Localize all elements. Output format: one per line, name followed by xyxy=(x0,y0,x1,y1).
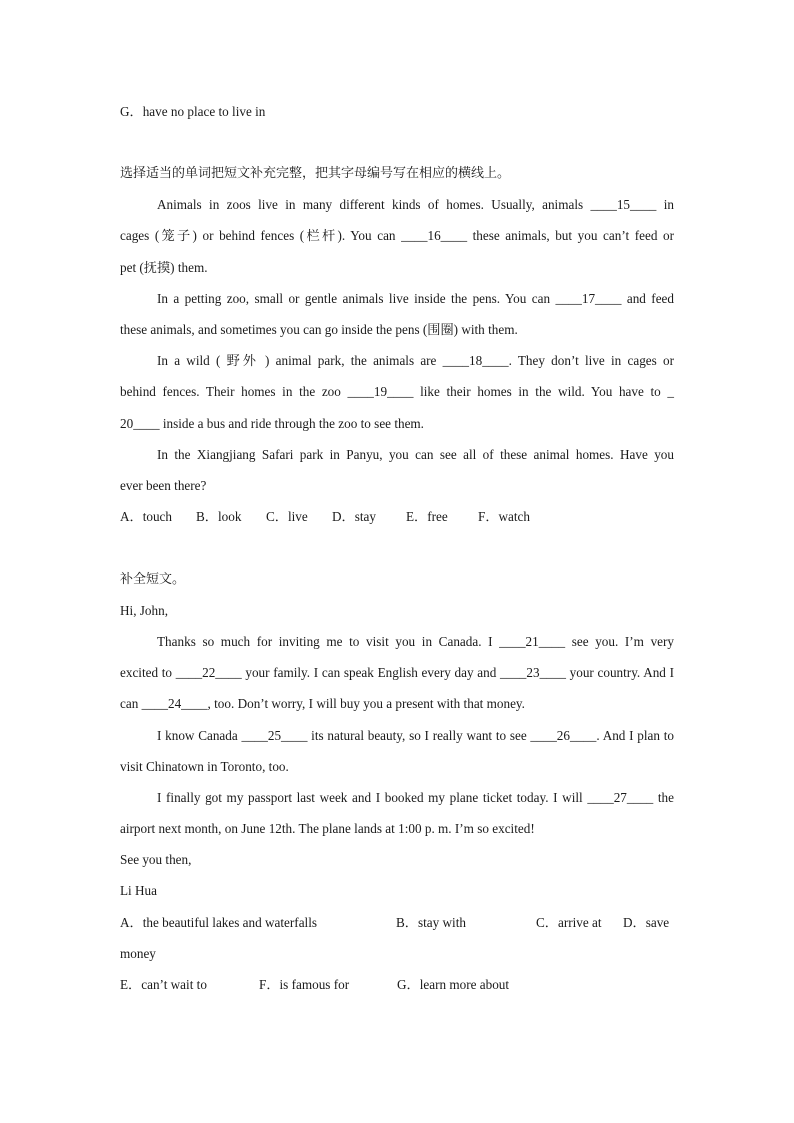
option-item: E．can’t wait to xyxy=(120,977,207,992)
letter-line: excited to ____22____ your family. I can speak English every day and ____23____ your country. And I xyxy=(120,665,674,680)
option-item: D．stay xyxy=(332,509,376,524)
section3-instruction: 补全短文。 xyxy=(120,572,186,587)
option-item: A．the beautiful lakes and waterfalls xyxy=(120,915,318,930)
passage1-line: cages (笼子) or behind fences (栏杆). You can ____16____ these animals, but you can’t feed or xyxy=(120,228,674,243)
option-item: D．save xyxy=(623,915,670,930)
passage1-options xyxy=(120,507,674,527)
option-item: F．is famous for xyxy=(259,977,350,992)
passage1-line: ever been there? xyxy=(120,478,207,493)
passage1-line: In the Xiangjiang Safari park in Panyu, you can see all of these animal homes. Have you xyxy=(157,447,674,462)
letter-line: visit Chinatown in Toronto, too. xyxy=(120,759,289,774)
passage1-line: behind fences. Their homes in the zoo ____19____ like their homes in the wild. You have to _ xyxy=(120,384,674,399)
letter-line: I know Canada ____25____ its natural beauty, so I really want to see ____26____. And I plan to xyxy=(157,728,674,743)
section2-instruction: 选择适当的单词把短文补充完整，把其字母编号写在相应的横线上。 xyxy=(120,166,511,181)
passage2-options-row2 xyxy=(120,975,674,995)
passage1-line: these animals, and sometimes you can go inside the pens (围圈) with them. xyxy=(120,322,518,337)
passage1-line: Animals in zoos live in many different kinds of homes. Usually, animals ____15____ in xyxy=(157,197,674,212)
option-item: G．learn more about xyxy=(397,977,510,992)
letter-greeting: Hi, John, xyxy=(120,603,168,618)
option-g: G．have no place to live in xyxy=(120,104,266,119)
option-item: C．live xyxy=(266,509,308,524)
letter-line: I finally got my passport last week and I booked my plane ticket today. I will ____27____ the xyxy=(157,790,674,805)
passage2-options-row1 xyxy=(120,913,674,933)
option-item: B．look xyxy=(196,509,242,524)
option-item: E．free xyxy=(406,509,448,524)
option-item: C．arrive at xyxy=(536,915,602,930)
passage1-line: 20____ inside a bus and ride through the zoo to see them. xyxy=(120,416,424,431)
letter-signature: Li Hua xyxy=(120,883,157,898)
passage1-line: pet (抚摸) them. xyxy=(120,260,208,275)
option-item: B．stay with xyxy=(396,915,466,930)
letter-line: airport next month, on June 12th. The plane lands at 1:00 p. m. I’m so excited! xyxy=(120,821,535,836)
option-item: F．watch xyxy=(478,509,531,524)
option-item: A．touch xyxy=(120,509,173,524)
letter-line: Thanks so much for inviting me to visit you in Canada. I ____21____ see you. I’m very xyxy=(157,634,674,649)
passage1-line: In a wild ( 野外 ) animal park, the animals are ____18____. They don’t live in cages or xyxy=(157,353,674,368)
letter-line: can ____24____, too. Don’t worry, I will buy you a present with that money. xyxy=(120,696,525,711)
passage1-line: In a petting zoo, small or gentle animals live inside the pens. You can ____17____ and feed xyxy=(157,291,674,306)
letter-closing: See you then, xyxy=(120,852,192,867)
option-wrap: money xyxy=(120,946,156,961)
